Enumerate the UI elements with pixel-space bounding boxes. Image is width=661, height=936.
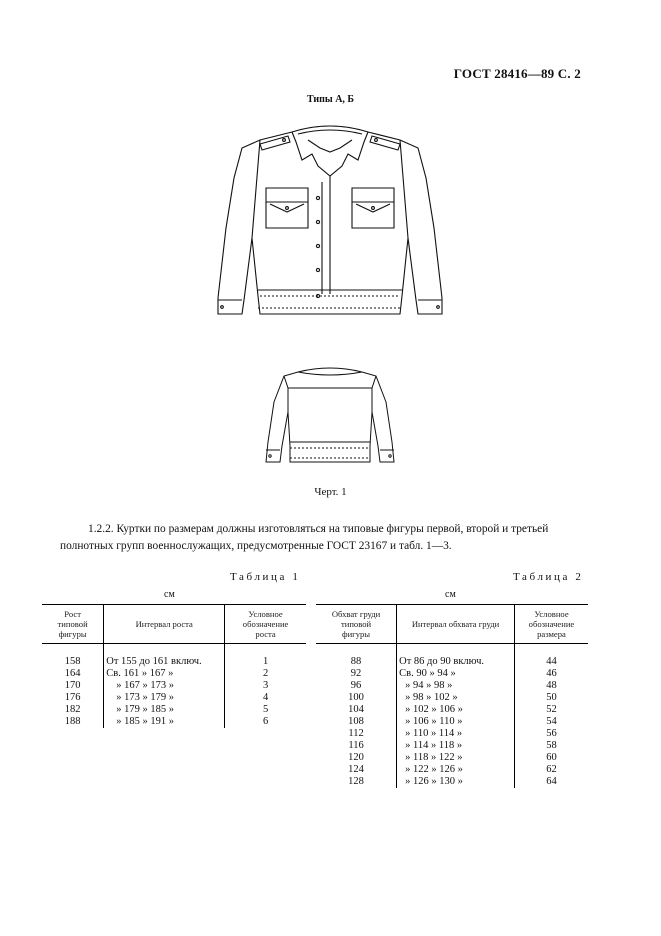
table1-unit: см	[164, 589, 175, 600]
table-cell: 3	[225, 680, 306, 692]
table-row	[316, 764, 588, 776]
table-cell: 60	[514, 752, 588, 764]
table-cell: 112	[348, 728, 364, 739]
table-cell: 92	[350, 668, 362, 679]
table2-header-text: Условное обозначение размера	[528, 609, 575, 639]
table-row	[316, 752, 588, 764]
table2-unit: см	[445, 589, 456, 600]
table-cell: » 173 » 179 »	[104, 692, 225, 704]
table-cell: 158	[64, 656, 81, 667]
table-cell: 188	[64, 716, 81, 727]
paragraph-1-2-2	[60, 521, 576, 555]
table-cell: 88	[350, 656, 362, 667]
table-row	[316, 740, 588, 752]
table-cell: 164	[64, 668, 81, 679]
table-cell: 1	[225, 656, 306, 668]
table-cell: 124	[348, 764, 364, 775]
table2-caption: Таблица 2	[513, 571, 584, 583]
table-row	[316, 776, 588, 788]
paragraph-number: 1.2.2.	[88, 523, 114, 535]
table1-header-text: Интервал роста	[135, 619, 193, 629]
table2-header-text: Интервал обхвата груди	[411, 619, 500, 629]
table-cell: » 98 » 102 »	[397, 692, 515, 704]
table-cell: » 122 » 126 »	[397, 764, 515, 776]
jacket-back-drawing	[262, 362, 398, 468]
table-row	[42, 704, 306, 716]
table-cell: 108	[348, 716, 364, 727]
table-cell: » 126 » 130 »	[397, 776, 515, 788]
table-row	[316, 728, 588, 740]
table-cell: » 94 » 98 »	[397, 680, 515, 692]
table1-header-text: Рост типовой фигуры	[57, 609, 88, 639]
table2	[316, 604, 588, 788]
table1-header-height	[42, 605, 104, 644]
table-row	[42, 656, 306, 668]
page-header: ГОСТ 28416—89 С. 2	[453, 66, 581, 81]
table-cell: 2	[225, 668, 306, 680]
table-row	[316, 692, 588, 704]
table-cell: От 155 до 161 включ.	[104, 656, 225, 668]
table1-caption: Таблица 1	[230, 571, 301, 583]
paragraph-text-line1: Куртки по размерам должны изготовляться на типовые фигуры первой, второй и третьей	[116, 523, 549, 535]
figure-caption: Черт. 1	[314, 486, 347, 498]
table2-header-text: Обхват груди типовой фигуры	[331, 609, 381, 639]
table-cell: » 118 » 122 »	[397, 752, 515, 764]
table-cell: 5	[225, 704, 306, 716]
table-row	[42, 680, 306, 692]
table-cell: 48	[514, 680, 588, 692]
table-cell: 62	[514, 764, 588, 776]
table-row	[42, 668, 306, 680]
table-cell: 44	[514, 656, 588, 668]
table-cell: » 114 » 118 »	[397, 740, 515, 752]
table-cell: 4	[225, 692, 306, 704]
table2-header-interval	[397, 605, 515, 644]
table1	[42, 604, 306, 728]
table-cell: » 102 » 106 »	[397, 704, 515, 716]
table-cell: 100	[348, 692, 364, 703]
table-row	[42, 716, 306, 728]
table2-header-code	[514, 605, 588, 644]
table-cell: 46	[514, 668, 588, 680]
table-cell: Св. 161 » 167 »	[104, 668, 225, 680]
table-cell: 170	[64, 680, 81, 691]
table2-header-chest	[316, 605, 397, 644]
table-row	[316, 680, 588, 692]
table-cell: 56	[514, 728, 588, 740]
table-row	[316, 704, 588, 716]
table-cell: 104	[348, 704, 364, 715]
paragraph-text-line2: полнотных групп военнослужащих, предусмотренные ГОСТ 23167 и табл. 1—3.	[60, 540, 452, 552]
table-cell: 50	[514, 692, 588, 704]
table-cell: 182	[64, 704, 81, 715]
table-cell: 128	[348, 776, 364, 787]
table-cell: » 167 » 173 »	[104, 680, 225, 692]
table-cell: 120	[348, 752, 364, 763]
table-cell: 176	[64, 692, 81, 703]
table-row	[316, 716, 588, 728]
table-cell: » 110 » 114 »	[397, 728, 515, 740]
table-cell: От 86 до 90 включ.	[397, 656, 515, 668]
table-row	[316, 656, 588, 668]
table-cell: 64	[514, 776, 588, 788]
table-cell: 54	[514, 716, 588, 728]
table1-header-code	[225, 605, 306, 644]
table1-header-interval	[104, 605, 225, 644]
jacket-front-drawing	[200, 118, 460, 324]
table-row	[42, 692, 306, 704]
table-cell: Св. 90 » 94 »	[397, 668, 515, 680]
table-cell: » 185 » 191 »	[104, 716, 225, 728]
table-cell: 96	[350, 680, 362, 691]
table-cell: 58	[514, 740, 588, 752]
table-row	[316, 668, 588, 680]
table-cell: » 106 » 110 »	[397, 716, 515, 728]
figure-types-caption: Типы А, Б	[306, 94, 355, 105]
table-cell: 116	[348, 740, 364, 751]
table1-header-text: Условное обозначение роста	[242, 609, 289, 639]
table-cell: 6	[225, 716, 306, 728]
table-cell: » 179 » 185 »	[104, 704, 225, 716]
table-cell: 52	[514, 704, 588, 716]
